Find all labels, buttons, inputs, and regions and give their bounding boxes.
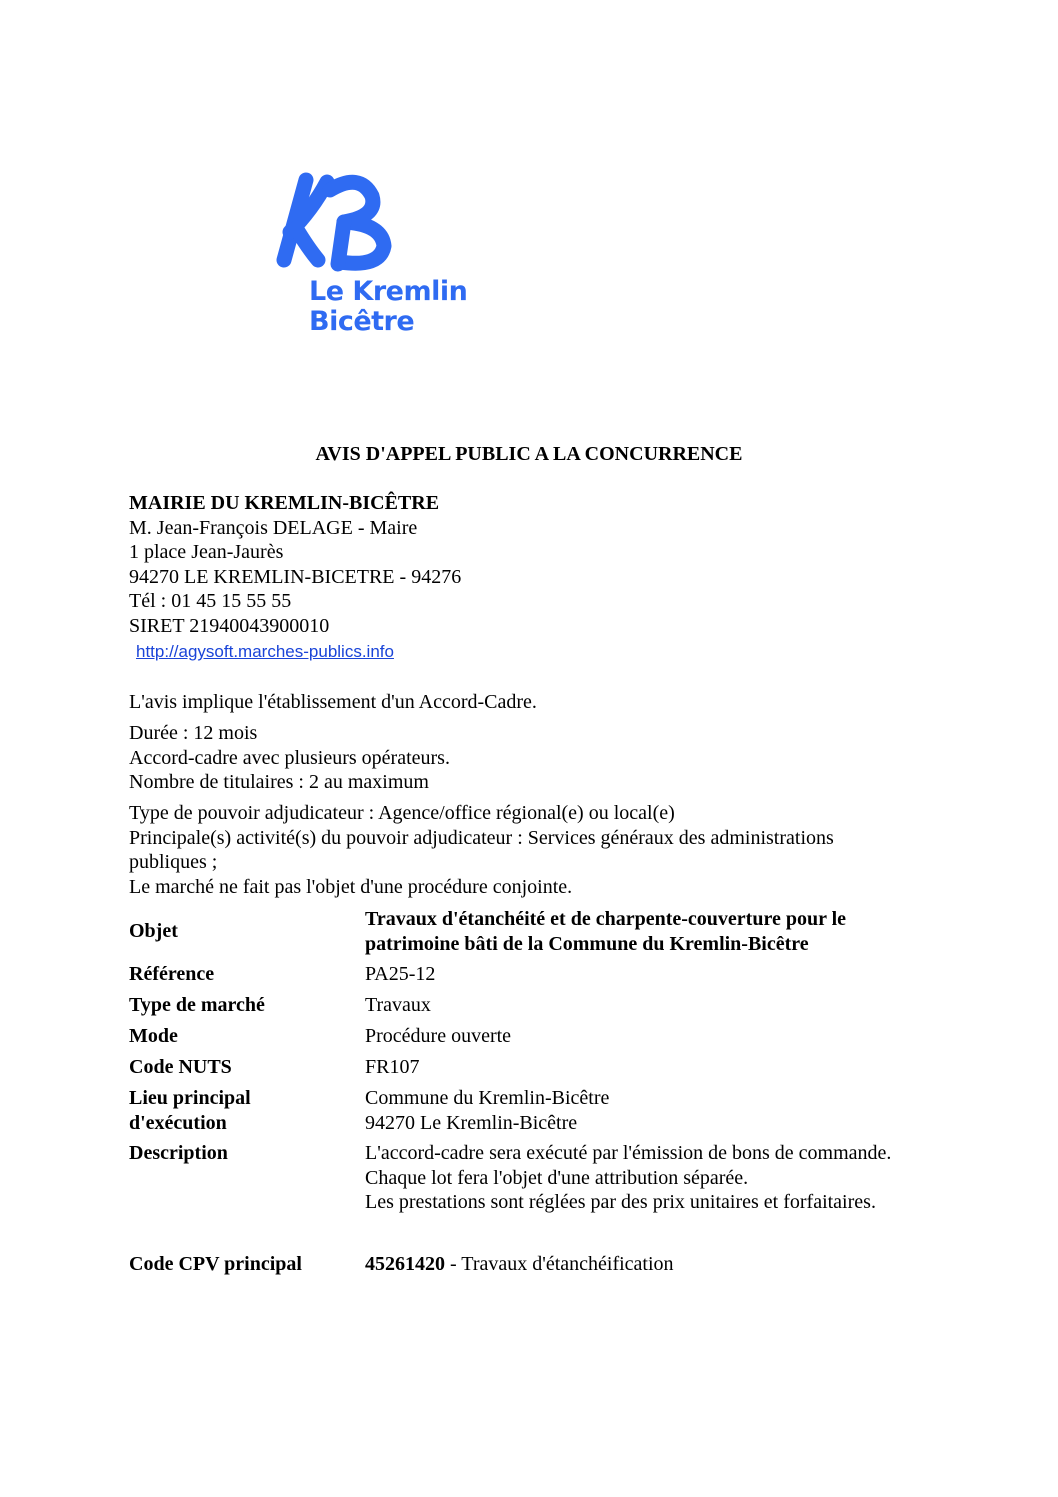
buyer-block bbox=[129, 491, 929, 666]
detail-value: FR107 bbox=[365, 1056, 420, 1078]
objet-line2: patrimoine bâti de la Commune du Kremlin-Bicêtre bbox=[365, 932, 809, 955]
buyer-siret: SIRET 21940043900010 bbox=[129, 614, 330, 637]
buyer-address: 1 place Jean-Jaurès bbox=[129, 541, 284, 563]
detail-label: Code NUTS bbox=[129, 1056, 232, 1078]
detail-value: Procédure ouverte bbox=[365, 1025, 512, 1047]
detail-value bbox=[365, 1086, 965, 1135]
authority-activity: Principale(s) activité(s) du pouvoir adjudicateur : Services généraux des administrations bbox=[129, 826, 834, 849]
kb-monogram-icon bbox=[272, 170, 412, 275]
detail-label bbox=[129, 1086, 359, 1135]
detail-value bbox=[365, 907, 965, 956]
framework-block bbox=[129, 721, 929, 795]
authority-activity-cont: publiques ; bbox=[129, 851, 218, 873]
page-title: AVIS D'APPEL PUBLIC A LA CONCURRENCE bbox=[315, 443, 743, 465]
framework-type: Accord-cadre avec plusieurs opérateurs. bbox=[129, 746, 450, 769]
detail-value bbox=[365, 1141, 965, 1215]
cpv-text: - Travaux d'étanchéification bbox=[445, 1253, 674, 1275]
buyer-contact: M. Jean-François DELAGE - Maire bbox=[129, 516, 418, 539]
description-line3: Les prestations sont réglées par des prix unitaires et forfaitaires. bbox=[365, 1191, 876, 1213]
buyer-tel: Tél : 01 45 15 55 55 bbox=[129, 590, 292, 612]
intro-block bbox=[129, 690, 929, 715]
buyer-name: MAIRIE DU KREMLIN-BICÊTRE bbox=[129, 492, 440, 514]
detail-label: Objet bbox=[129, 920, 178, 942]
kremlin-bicetre-logo bbox=[272, 170, 482, 340]
logo-text-line1: Le Kremlin bbox=[309, 276, 468, 307]
framework-holders: Nombre de titulaires : 2 au maximum bbox=[129, 771, 429, 793]
description-line2: Chaque lot fera l'objet d'une attribution séparée. bbox=[365, 1166, 749, 1189]
intro-text: L'avis implique l'établissement d'un Accord-Cadre. bbox=[129, 691, 537, 713]
buyer-url-link[interactable]: http://agysoft.marches-publics.info bbox=[136, 642, 394, 661]
lieu-line1: Commune du Kremlin-Bicêtre bbox=[365, 1087, 610, 1109]
authority-joint: Le marché ne fait pas l'objet d'une procédure conjointe. bbox=[129, 875, 573, 898]
detail-value: Travaux bbox=[365, 994, 431, 1016]
buyer-city: 94270 LE KREMLIN-BICETRE - 94276 bbox=[129, 565, 462, 588]
authority-block bbox=[129, 801, 929, 899]
lieu-label-line2: d'exécution bbox=[129, 1111, 227, 1134]
detail-label: Description bbox=[129, 1142, 228, 1164]
logo-text-line2: Bicêtre bbox=[309, 306, 415, 337]
detail-label: Mode bbox=[129, 1025, 178, 1047]
detail-label: Référence bbox=[129, 963, 215, 985]
cpv-code: 45261420 bbox=[365, 1253, 445, 1275]
detail-value: PA25-12 bbox=[365, 963, 436, 985]
detail-value bbox=[365, 1252, 965, 1277]
lieu-label-line1: Lieu principal bbox=[129, 1087, 251, 1109]
authority-type: Type de pouvoir adjudicateur : Agence/office régional(e) ou local(e) bbox=[129, 802, 675, 824]
framework-duration: Durée : 12 mois bbox=[129, 722, 258, 744]
objet-line1: Travaux d'étanchéité et de charpente-couverture pour le bbox=[365, 908, 847, 930]
description-line1: L'accord-cadre sera exécuté par l'émission de bons de commande. bbox=[365, 1142, 892, 1164]
detail-label: Code CPV principal bbox=[129, 1253, 302, 1275]
detail-label: Type de marché bbox=[129, 994, 265, 1016]
lieu-line2: 94270 Le Kremlin-Bicêtre bbox=[365, 1111, 578, 1134]
